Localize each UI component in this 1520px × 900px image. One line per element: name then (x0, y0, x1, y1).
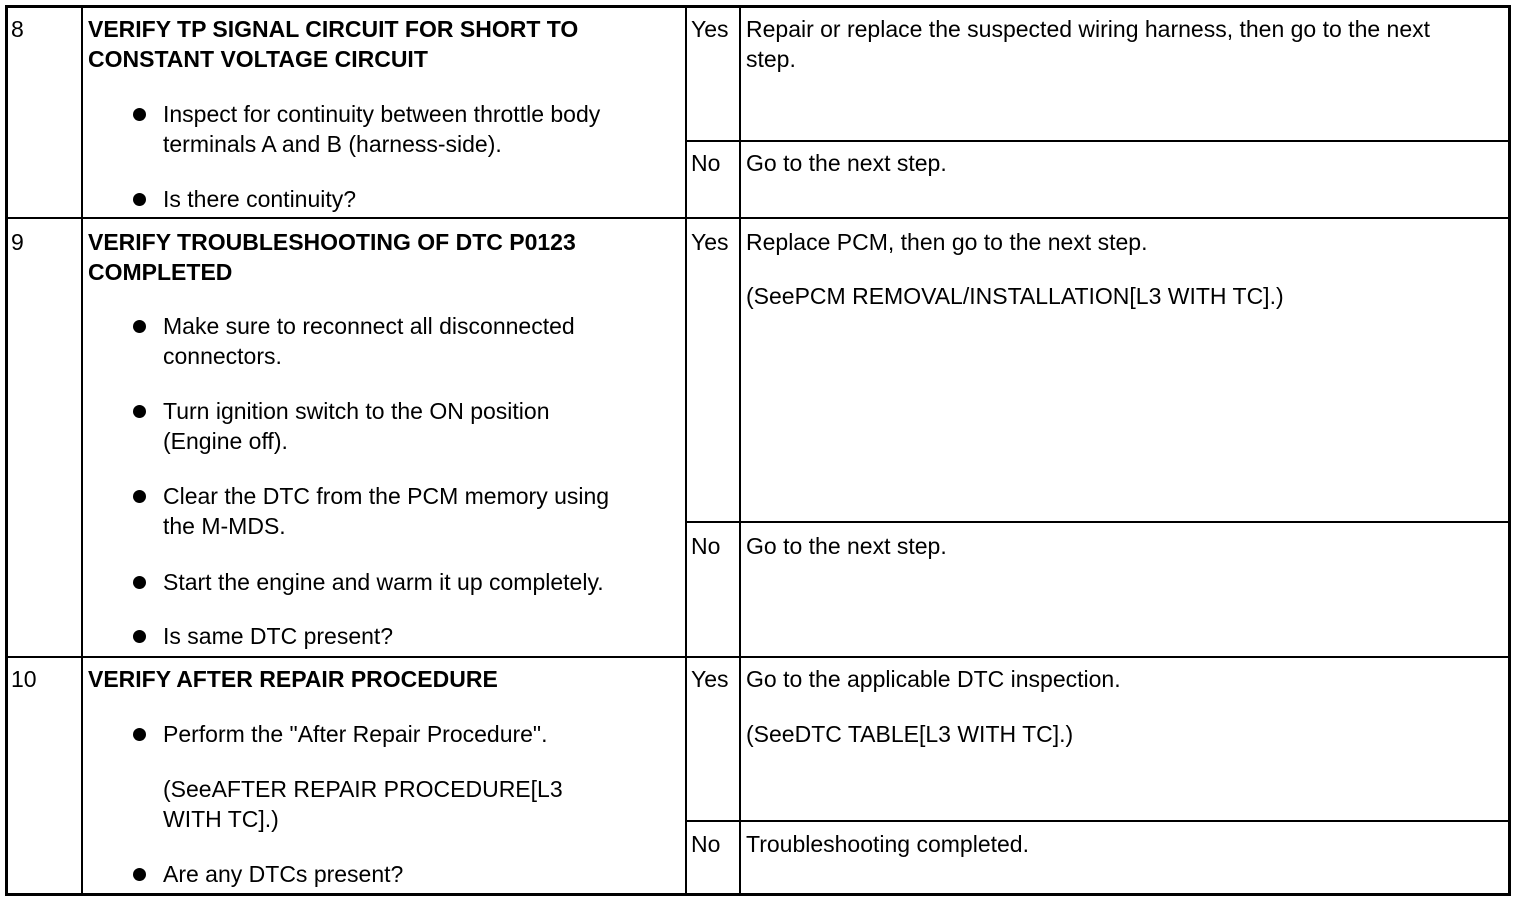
no-label: No (691, 533, 721, 559)
bullet-text-line: Clear the DTC from the PCM memory using (163, 483, 610, 509)
step-title-line: VERIFY TP SIGNAL CIRCUIT FOR SHORT TO (88, 16, 579, 42)
bullet-icon (133, 490, 146, 503)
yes-action-line: Replace PCM, then go to the next step. (746, 229, 1148, 255)
no-label: No (691, 831, 721, 857)
bullet-icon (133, 320, 146, 333)
answer-divider-8 (685, 140, 1508, 142)
column-divider-answer (739, 5, 741, 893)
bullet-text-line: Start the engine and warm it up completely. (163, 569, 604, 595)
bullet-icon (133, 405, 146, 418)
bullet-text-line: (Engine off). (163, 428, 288, 454)
bullet-text-line: Perform the "After Repair Procedure". (163, 721, 548, 747)
column-divider-inspection (685, 5, 687, 893)
bullet-text-line: Turn ignition switch to the ON position (163, 398, 550, 424)
bullet-icon (133, 108, 146, 121)
answer-divider-9 (685, 521, 1508, 523)
bullet-text-line: connectors. (163, 343, 282, 369)
yes-action-line: Repair or replace the suspected wiring harness, then go to the next (746, 16, 1431, 42)
step-title-line: COMPLETED (88, 259, 233, 285)
step-number: 10 (11, 666, 37, 692)
bullet-text-line: (SeeAFTER REPAIR PROCEDURE[L3 (163, 776, 563, 802)
bullet-text-line: Make sure to reconnect all disconnected (163, 313, 575, 339)
bullet-text-line: the M-MDS. (163, 513, 286, 539)
bullet-icon (133, 576, 146, 589)
yes-label: Yes (691, 16, 729, 42)
row-divider-8-9 (5, 217, 1508, 219)
answer-divider-10 (685, 820, 1508, 822)
bullet-text-line: Is same DTC present? (163, 623, 394, 649)
row-divider-9-10 (5, 656, 1508, 658)
bullet-text-line: Are any DTCs present? (163, 861, 404, 887)
no-action-line: Go to the next step. (746, 150, 947, 176)
bullet-text-line: Is there continuity? (163, 186, 357, 212)
step-title-line: CONSTANT VOLTAGE CIRCUIT (88, 46, 428, 72)
column-divider-step (81, 5, 83, 893)
bullet-text-line: Inspect for continuity between throttle body (163, 101, 601, 127)
bullet-icon (133, 630, 146, 643)
yes-action-line: step. (746, 46, 796, 72)
bullet-text-line: terminals A and B (harness-side). (163, 131, 502, 157)
no-action-line: Troubleshooting completed. (746, 831, 1029, 857)
bullet-icon (133, 868, 146, 881)
bullet-icon (133, 728, 146, 741)
yes-action-line: Go to the applicable DTC inspection. (746, 666, 1121, 692)
step-title-line: VERIFY TROUBLESHOOTING OF DTC P0123 (88, 229, 576, 255)
step-number: 9 (11, 229, 24, 255)
no-label: No (691, 150, 721, 176)
yes-label: Yes (691, 666, 729, 692)
yes-action-line: (SeeDTC TABLE[L3 WITH TC].) (746, 721, 1074, 747)
bullet-icon (133, 193, 146, 206)
no-action-line: Go to the next step. (746, 533, 947, 559)
yes-label: Yes (691, 229, 729, 255)
step-number: 8 (11, 16, 24, 42)
bullet-text-line: WITH TC].) (163, 806, 279, 832)
step-title-line: VERIFY AFTER REPAIR PROCEDURE (88, 666, 498, 692)
yes-action-line: (SeePCM REMOVAL/INSTALLATION[L3 WITH TC].) (746, 283, 1284, 309)
